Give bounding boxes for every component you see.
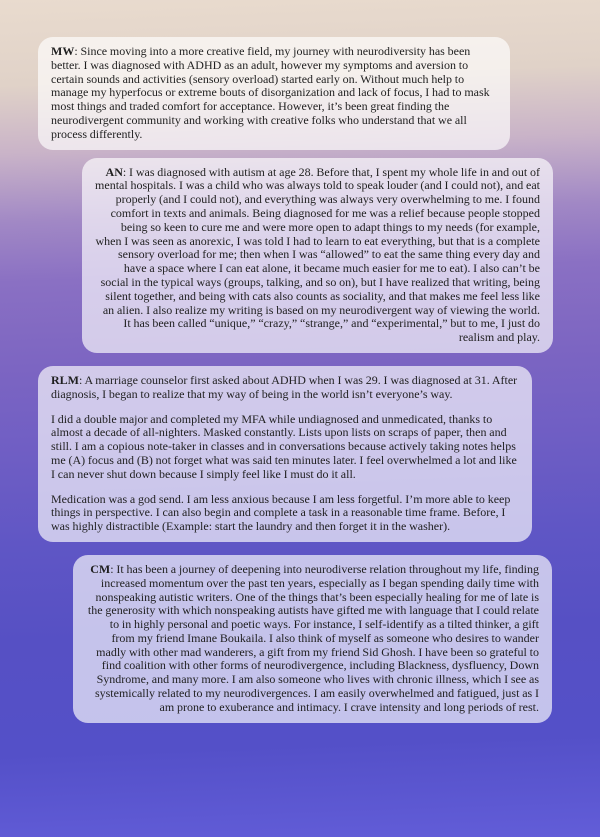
- testimonial-paragraph: [86, 563, 539, 715]
- testimonial-paragraph: [51, 493, 519, 534]
- testimonial-text-rlm-3: Medication was a god send. I am less anxious because I am less forgetful. I’m more able to keep things in perspective. I can also begin and complete a task in a reasonable time frame. Before, I was highly distractible (Example: start the laundry and then forget it in the washer).: [51, 491, 511, 534]
- testimonial-text-rlm-2: I did a double major and completed my MFA while undiagnosed and unmedicated, thanks to almost a decade of all-nighters. Masked constantly. Lists upon lists on scraps of paper, then and still. I am a copious note-taker in classes and in conversations because actively taking notes helps me (A) focus and (B) not forget what was said ten minutes later. I feel overwhelmed a lot and like I can never shut down because I simply feel like I must do it all.: [51, 411, 517, 481]
- initials-separator: :: [74, 44, 81, 58]
- testimonial-bubble-cm: [73, 555, 552, 723]
- testimonial-paragraph: [51, 413, 519, 482]
- testimonial-text-rlm-1: A marriage counselor first asked about ADHD when I was 29. I was diagnosed at 31. After diagnosis, I began to realize that my way of being in the world isn’t everyone’s way.: [51, 372, 518, 401]
- testimonial-paragraph: [51, 374, 519, 402]
- testimonial-paragraph: [95, 166, 540, 345]
- testimonial-bubble-mw: [38, 37, 510, 150]
- testimonial-bubble-rlm: [38, 366, 532, 542]
- testimonial-bubble-an: [82, 158, 553, 353]
- speaker-initials-an: AN: [105, 164, 123, 179]
- initials-separator: :: [79, 372, 85, 387]
- testimonial-text-mw: Since moving into a more creative field, my journey with neurodiversity has been better. I was diagnosed with ADHD as an adult, however my symptoms and aversion to certain sounds and activities (sensory overload) started early on. Without much help to manage my hyperfocus or extreme bouts of disorganization and lack of focus, I had to mask most things and traded comfort for acceptance. However, it’s been great finding the neurodivergent community and working with creative folks who understand that we all process differently.: [51, 44, 490, 141]
- page-background: [0, 37, 600, 837]
- initials-separator: :: [122, 164, 130, 179]
- speaker-initials-mw: MW: [51, 44, 75, 58]
- speaker-initials-rlm: RLM: [51, 372, 79, 387]
- speaker-initials-cm: CM: [90, 561, 111, 576]
- testimonial-text-an: I was diagnosed with autism at age 28. Before that, I spent my whole life in and out of mental hospitals. I was a child who was always told to speak louder (and I could not), and eat properly (and I could not), and everything was always very overwhelming to me. I found comfort in texts and animals. Being diagnosed for me was a relief because people stopped being so keen to cure me and were more open to adapt things to my needs (for example, when I was seen as anorexic, I was told I had to learn to eat everything, but that is a complete sensory overload for me; then when I was “allowed” to eat the same thing every day and have a space where I can eat alone, it became much easier for me to eat). I also can’t be social in the typical ways (groups, talking, and so on), but I have realized that writing, being silent together, and being with cats also counts as sociality, and that makes me feel less like an alien. I also realize my writing is based on my neurodivergent way of viewing the world. It has been called “unique,” “crazy,” “strange,” and “experimental,” but to me, I just do realism and play.: [95, 164, 540, 345]
- initials-separator: :: [110, 561, 117, 576]
- testimonial-text-cm: It has been a journey of deepening into neurodiverse relation throughout my life, finding increased momentum over the past ten years, especially as I began spending daily time with nonspeaking autistic writers. One of the things that’s been especially healing for me of late is the generosity with which nonspeaking autists have gifted me with language that I could relate to in highly personal and poetic ways. For instance, I self-identify as a tilted thinker, a gift from my friend Imane Boukaila. I also think of myself as someone who desires to wander madly with other mad wanderers, a gift from my friend Sid Ghosh. I have been so grateful to find coalition with other forms of neurodivergence, including Blackness, dysfluency, Down Syndrome, and many more. I am also someone who lives with chronic illness, which I see as systemically related to my neurodivergences. I am easily overwhelmed and fatigued, just as I am prone to exuberance and intimacy. I crave intensity and long periods of rest.: [87, 561, 539, 714]
- testimonial-paragraph: [51, 45, 497, 142]
